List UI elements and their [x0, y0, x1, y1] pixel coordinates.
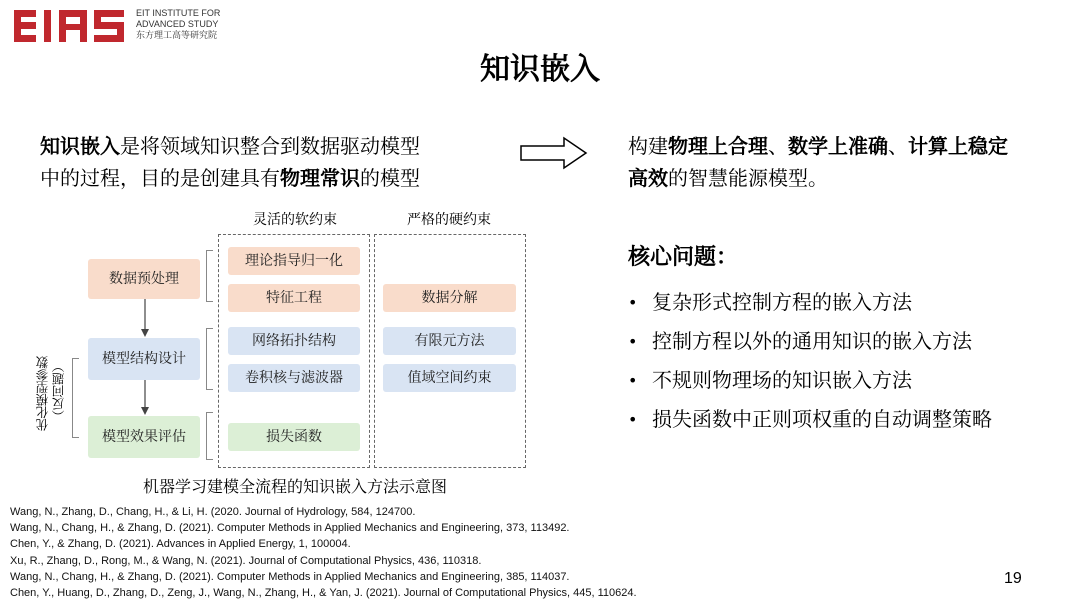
soft-item-normalization: 理论指导归一化 — [228, 247, 360, 275]
col-soft-label: 灵活的软约束 — [253, 212, 337, 228]
reference: Wang, N., Chang, H., & Zhang, D. (2021). Computer Methods in Applied Mechanics and Engineering, 373, 113492. — [10, 522, 570, 535]
reference: Wang, N., Zhang, D., Chang, H., & Li, H. (2020. Journal of Hydrology, 584, 124700. — [10, 506, 416, 518]
logo-line-1: EIT INSTITUTE FOR — [136, 8, 221, 18]
flow-arrow-1 — [138, 299, 152, 339]
left-paragraph — [40, 130, 510, 194]
hard-item-range-constraint: 值域空间约束 — [383, 364, 516, 392]
right-text-3: 、 — [768, 134, 788, 158]
logo — [14, 8, 126, 48]
left-text-2: 是将领域知识整合到数据驱动模型 — [120, 134, 420, 158]
right-bold-4: 数学上准确 — [788, 134, 888, 158]
left-text-5: 的模型 — [360, 166, 420, 190]
side-label-1: 优化模型参数 — [35, 356, 50, 431]
col-hard-label: 严格的硬约束 — [407, 212, 491, 228]
stage-model-design: 模型结构设计 — [88, 338, 200, 380]
bracket-2 — [206, 328, 213, 390]
right-bold-7: 高效 — [628, 166, 668, 190]
diagram-caption: 机器学习建模全流程的知识嵌入方法示意图 — [142, 477, 447, 496]
slide-title: 知识嵌入 — [480, 52, 600, 87]
core-item: • 不规则物理场的知识嵌入方法 — [628, 361, 992, 400]
side-label — [34, 356, 74, 446]
feedback-bracket — [72, 358, 79, 438]
soft-item-kernel: 卷积核与滤波器 — [228, 364, 360, 392]
right-bold-2: 物理上合理 — [668, 134, 768, 158]
right-paragraph — [628, 130, 1068, 194]
reference: Xu, R., Zhang, D., Rong, M., & Wang, N. (2021). Journal of Computational Physics, 436, 110318. — [10, 554, 482, 567]
left-bold-1: 知识嵌入 — [40, 134, 120, 158]
hard-constraint-frame — [374, 234, 526, 468]
page-number: 19 — [1004, 570, 1022, 587]
soft-item-loss: 损失函数 — [228, 423, 360, 451]
right-bold-6: 计算上稳定 — [908, 134, 1008, 158]
core-heading: 核心问题： — [628, 245, 739, 270]
core-item: • 损失函数中正则项权重的自动调整策略 — [628, 400, 992, 439]
stage-data-preprocessing: 数据预处理 — [88, 259, 200, 299]
soft-constraint-frame — [218, 234, 370, 468]
reference: Chen, Y., Huang, D., Zhang, D., Zeng, J., Wang, N., Zhang, H., & Yan, J. (2021). Journal of Computational Physics, 445, 110624. — [10, 587, 637, 600]
right-arrow-icon — [520, 136, 588, 170]
hard-item-fem: 有限元方法 — [383, 327, 516, 355]
right-text-1: 构建 — [628, 134, 668, 158]
flow-arrow-2 — [138, 380, 152, 417]
side-label-2: （反问题） — [51, 360, 66, 423]
logo-line-3: 东方理工高等研究院 — [136, 30, 218, 40]
bracket-1 — [206, 250, 213, 302]
references — [10, 504, 637, 601]
right-text-8: 的智慧能源模型。 — [668, 166, 828, 190]
right-text-5: 、 — [888, 134, 908, 158]
core-item: • 控制方程以外的通用知识的嵌入方法 — [628, 322, 992, 361]
eias-logo-mark — [14, 8, 126, 44]
logo-text — [136, 8, 220, 41]
soft-item-topology: 网络拓扑结构 — [228, 327, 360, 355]
stage-model-evaluation: 模型效果评估 — [88, 416, 200, 458]
reference: Chen, Y., & Zhang, D. (2021). Advances in Applied Energy, 1, 100004. — [10, 538, 351, 551]
bracket-3 — [206, 412, 213, 460]
logo-line-2: ADVANCED STUDY — [136, 19, 219, 29]
reference: Wang, N., Chang, H., & Zhang, D. (2021). Computer Methods in Applied Mechanics and Engineering, 385, 114037. — [10, 570, 570, 583]
core-list — [628, 283, 992, 439]
left-text-3: 中的过程，目的是创建具有 — [40, 166, 280, 190]
hard-item-decomposition: 数据分解 — [383, 284, 516, 312]
core-item: • 复杂形式控制方程的嵌入方法 — [628, 283, 992, 322]
soft-item-feature-engineering: 特征工程 — [228, 284, 360, 312]
left-bold-4: 物理常识 — [280, 166, 360, 190]
